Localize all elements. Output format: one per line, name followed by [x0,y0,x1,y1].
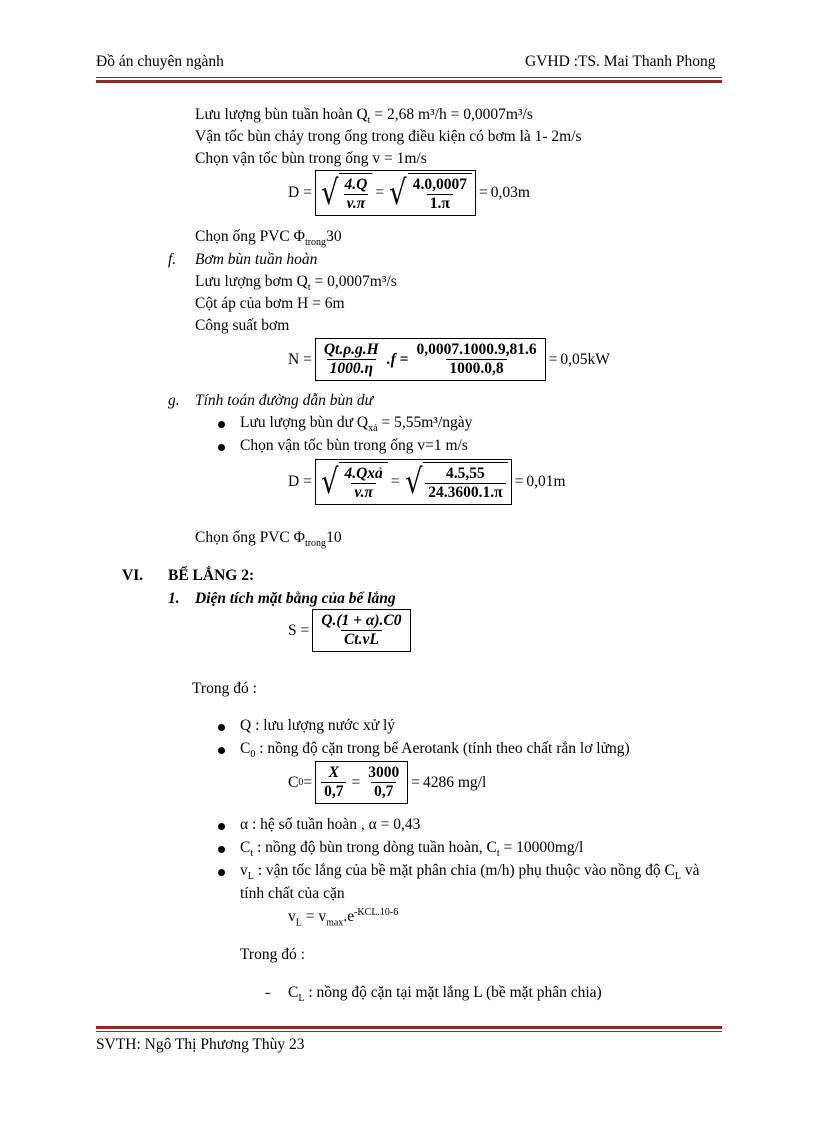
excess-flow-line: Lưu lượng bùn dư $Q_{xả}$ = 5,55m³/ngày [240,414,473,435]
footer-rule-thin [96,1031,722,1032]
section-g-title: Tính toán đường dẫn bùn dư [195,392,374,409]
section-f-title: Bơm bùn tuần hoàn [195,251,318,268]
bullet-icon [218,444,225,451]
sludge-velocity-line: Vận tốc bùn chảy trong ống trong điều kiện có bơm là 1- 2m/s [195,128,582,145]
section-vi-title: BỂ LẮNG 2: [168,567,255,584]
def-ct: $C_t$ : nồng độ bùn trong dòng tuần hoàn, $C_t = 10000mg/l$ [240,839,584,860]
pipe-diameter-formula: D = √ $\frac{4.Q}{v.\pi}$ = √ $\frac{4.0,0007}{1.\pi}$ = 0,03m [288,170,530,216]
choose-pipe-10: Chọn ống PVC $\Phi_{trong}10$ [195,529,342,550]
bullet-icon [218,724,225,731]
header-rule-thick [96,80,722,83]
def-cl: $C_L$ : nồng độ cặn tại mặt lắng L (bề mặt phân chia) [288,984,602,1005]
def-alpha: α : hệ số tuần hoàn , α = 0,43 [240,816,421,833]
section-g-label: g. [168,392,180,409]
choose-pipe-30: Chọn ống PVC $\Phi_{trong}30$ [195,228,342,249]
def-q: Q : lưu lượng nước xử lý [240,717,396,734]
section-f-label: f. [168,251,177,268]
excess-pipe-formula: D = √ $\frac{\text{4.Qxả}}{v.\pi}$ = √ $\frac{4.5,55}{24.3600.1.\pi}$ = 0,01m [288,459,566,505]
def-vl: $v_L$ : vận tốc lắng của bề mặt phân chia (m/h) phụ thuộc vào nồng độ $C_L$ và [240,862,700,883]
bullet-icon [218,421,225,428]
dash-marker: - [265,984,271,1001]
sludge-flow-line: Lưu lượng bùn tuần hoàn $Q_t = 2,68$ m³/h = 0,0007m³/s [195,106,533,127]
c0-formula: C 0 = $\frac{X}{0,7}$ = $\frac{3000}{0,7}$ = 4286 mg/l [288,761,486,804]
choose-velocity-line: Chọn vận tốc bùn trong ống v = 1m/s [195,150,427,167]
footer-rule-thick [96,1026,722,1029]
where-label: Trong đó : [192,680,257,697]
pump-power-formula: N = $\frac{Qt.\rho.g.H}{1000.\eta}$ .f = $\frac{0,0007.1000.9,81.6}{1000.0,8}$ = 0,05kW [288,338,610,381]
bullet-icon [218,747,225,754]
def-vl-line2: tính chất của cặn [240,885,345,902]
header-left: Đồ án chuyên ngành [96,53,224,70]
pump-flow-line: Lưu lượng bơm $Q_t = 0,0007m^3/s$ [195,273,397,294]
where-label-2: Trong đó : [240,946,305,963]
header-right: GVHD :TS. Mai Thanh Phong [525,53,716,70]
subsection-1-label: 1. [168,590,180,607]
footer-text: SVTH: Ngô Thị Phương Thùy 23 [96,1036,305,1053]
bullet-icon [218,823,225,830]
pump-head-line: Cột áp của bơm H = 6m [195,295,345,312]
bullet-icon [218,869,225,876]
header-rule-thin [96,77,722,78]
vl-formula: $v_L = v_{max}.e^{-KCL.10-6}$ [288,907,399,929]
bullet-icon [218,846,225,853]
settling-area-formula: S = $\frac{Q.(1 + \alpha).C0}{Ct.vL}$ [288,609,411,652]
def-c0: $C_0$ : nồng độ cặn trong bể Aerotank (tính theo chất rắn lơ lửng) [240,740,630,761]
subsection-1-title: Diện tích mặt bằng của bể lắng [195,590,396,607]
section-vi-number: VI. [122,567,144,584]
excess-velocity-line: Chọn vận tốc bùn trong ống v=1 m/s [240,437,468,454]
pump-power-line: Công suất bơm [195,317,290,334]
